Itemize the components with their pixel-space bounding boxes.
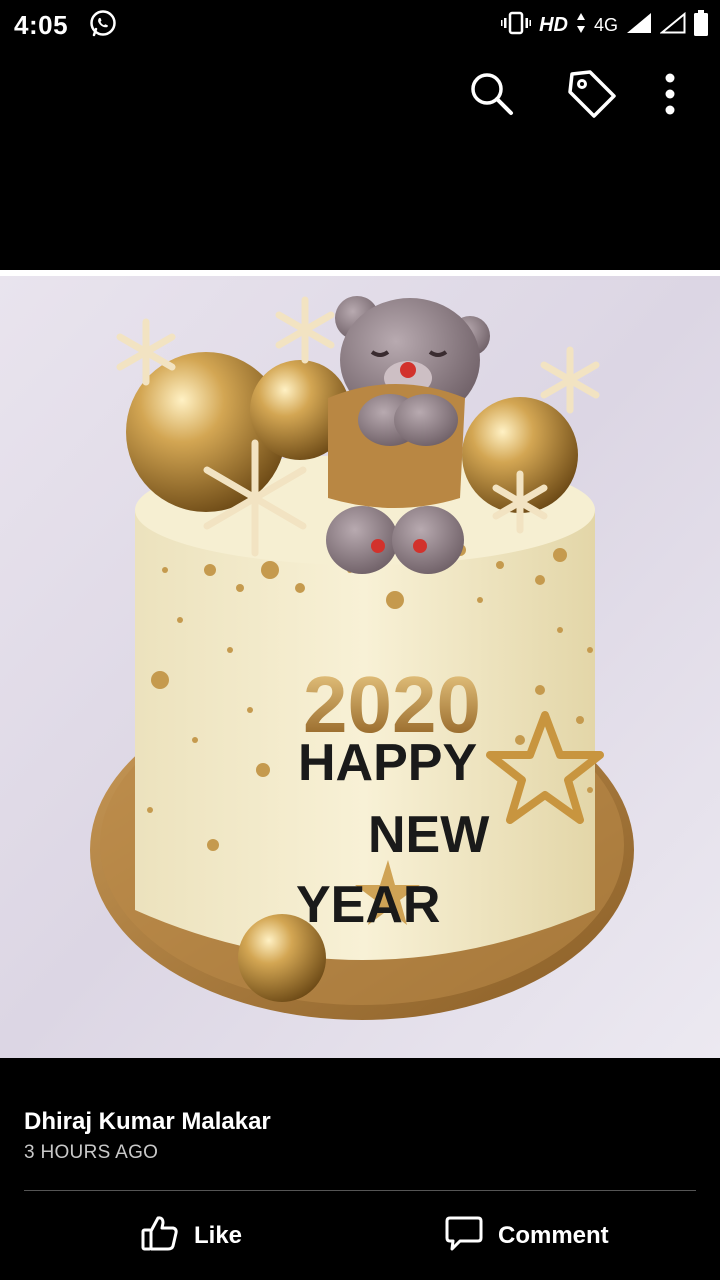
status-bar <box>0 0 720 50</box>
system-icons <box>501 10 708 40</box>
cake-text-year: YEAR <box>296 876 441 934</box>
signal-empty-icon <box>660 12 686 39</box>
status-time: 4:05 <box>14 10 69 40</box>
divider <box>24 1190 696 1191</box>
post-footer <box>0 1058 720 1280</box>
comment-button[interactable] <box>444 1208 609 1264</box>
hd-indicator: HD <box>539 13 568 36</box>
whatsapp-icon <box>88 9 118 39</box>
post-photo[interactable] <box>0 270 720 1058</box>
post-timestamp: 3 HOURS AGO <box>24 1142 159 1163</box>
network-type: 4G <box>593 14 618 35</box>
like-label: Like <box>194 1222 243 1249</box>
year-topper: 2020 <box>303 660 481 749</box>
author-name[interactable]: Dhiraj Kumar Malakar <box>24 1108 271 1135</box>
photo-toolbar <box>420 64 720 130</box>
more-vert-icon[interactable] <box>640 64 700 124</box>
data-arrows-icon <box>576 12 586 39</box>
cake-text-new: NEW <box>368 806 490 864</box>
comment-icon <box>444 1213 484 1260</box>
comment-label: Comment <box>498 1222 609 1249</box>
vibrate-icon <box>501 11 531 40</box>
battery-icon <box>694 10 708 41</box>
cake-text-happy: HAPPY <box>298 734 478 792</box>
tag-icon[interactable] <box>562 64 622 124</box>
signal-icon <box>626 12 652 39</box>
search-icon[interactable] <box>462 64 522 124</box>
like-button[interactable] <box>140 1208 242 1264</box>
thumbs-up-icon <box>140 1213 180 1260</box>
